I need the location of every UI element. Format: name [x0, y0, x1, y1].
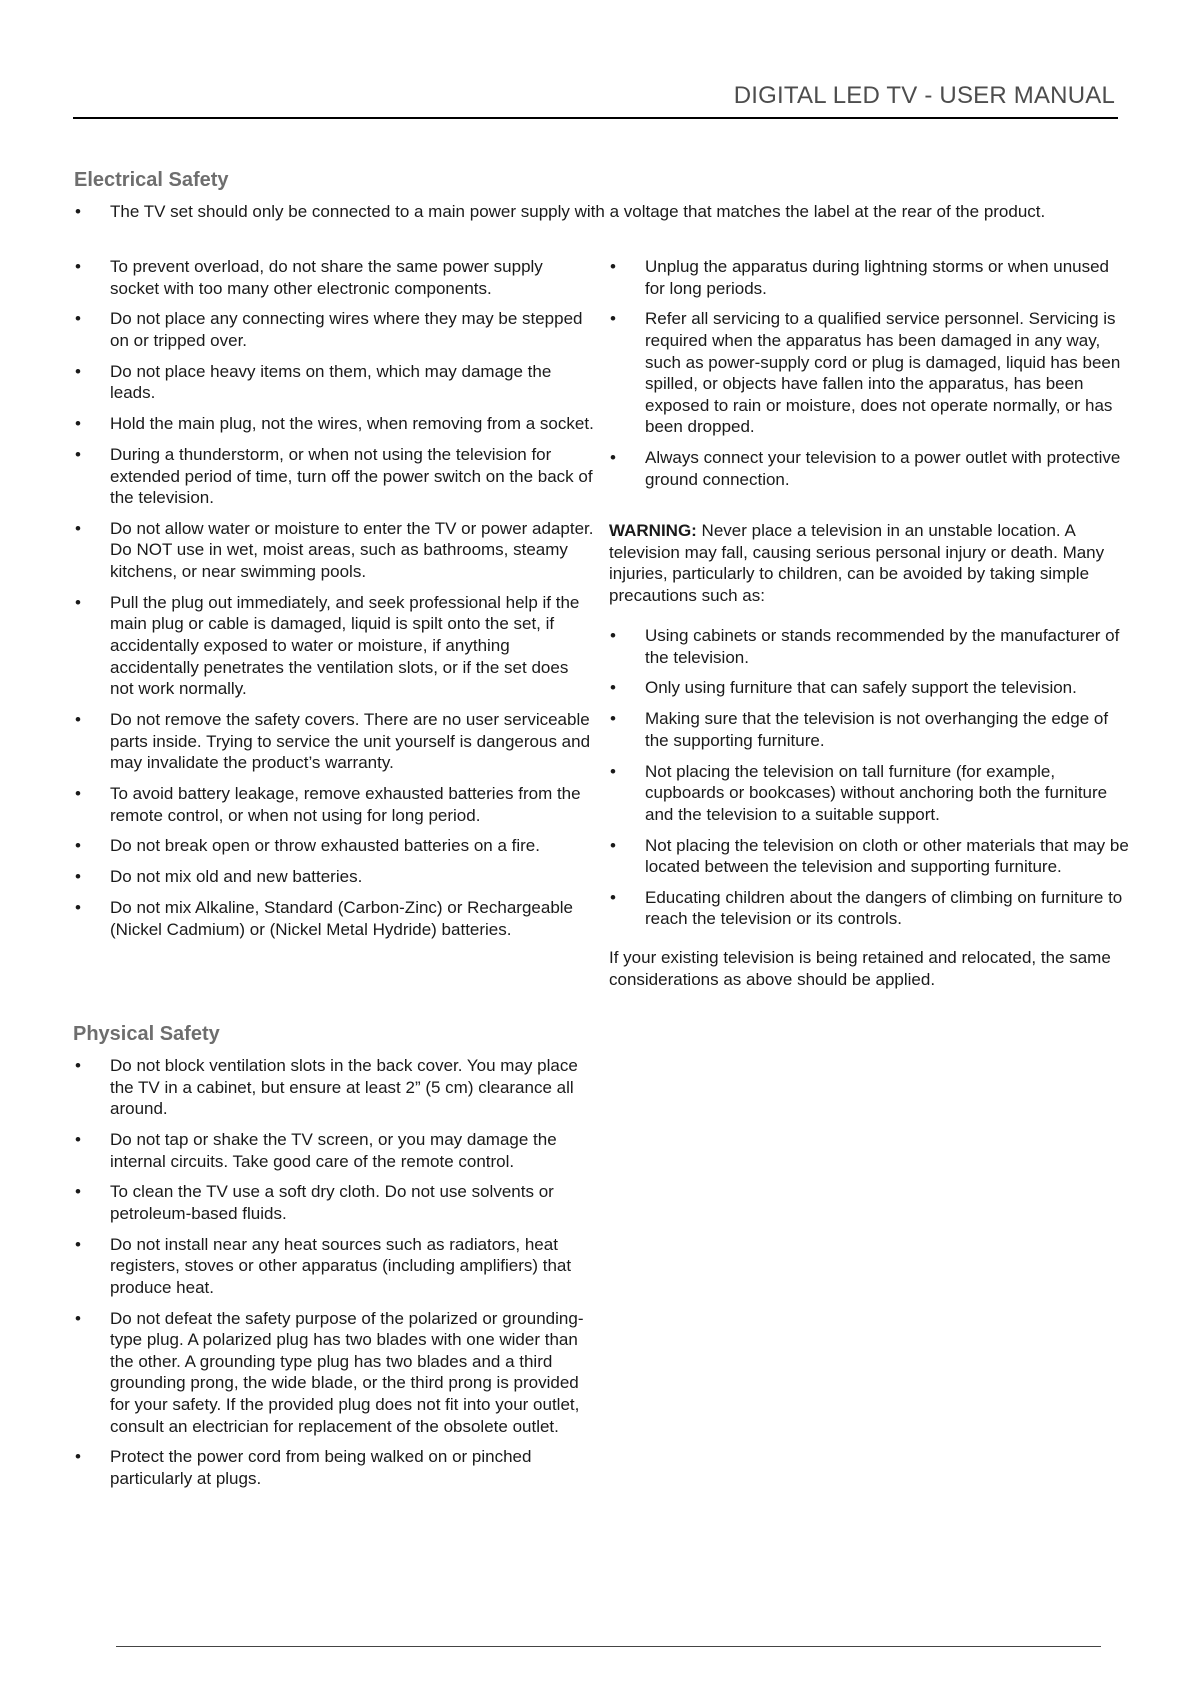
- list-item: • Always connect your television to a power outlet with protective ground connection.: [609, 447, 1129, 490]
- list-item: • Hold the main plug, not the wires, when removing from a socket.: [74, 413, 594, 435]
- list-item: • Educating children about the dangers of climbing on furniture to reach the television or its controls.: [609, 887, 1129, 930]
- warning-paragraph: [609, 520, 1129, 606]
- list-item: • Protect the power cord from being walked on or pinched particularly at plugs.: [74, 1446, 594, 1489]
- list-item: • To prevent overload, do not share the same power supply socket with too many other electronic components.: [74, 256, 594, 299]
- list-item: • Do not mix Alkaline, Standard (Carbon-Zinc) or Rechargeable (Nickel Cadmium) or (Nickel Metal Hydride) batteries.: [74, 897, 594, 940]
- relocation-paragraph: If your existing television is being retained and relocated, the same considerations as above should be applied.: [609, 948, 1111, 989]
- list-item: • Using cabinets or stands recommended by the manufacturer of the television.: [609, 625, 1129, 668]
- list-item: • Do not allow water or moisture to enter the TV or power adapter. Do NOT use in wet, moist areas, such as bathrooms, steamy kitchens, or near swimming pools.: [74, 518, 594, 583]
- list-item: • Do not install near any heat sources such as radiators, heat registers, stoves or other apparatus (including amplifiers) that produce heat.: [74, 1234, 594, 1299]
- list-item: • To avoid battery leakage, remove exhausted batteries from the remote control, or when not using for long period.: [74, 783, 594, 826]
- list-item: • Making sure that the television is not overhanging the edge of the supporting furniture.: [609, 708, 1129, 751]
- footer-rule: [116, 1646, 1101, 1647]
- list-item: • Not placing the television on cloth or other materials that may be located between the television and supporting furniture.: [609, 835, 1129, 878]
- list-item: • The TV set should only be connected to a main power supply with a voltage that matches the label at the rear of the product.: [74, 201, 1154, 223]
- list-item: • Pull the plug out immediately, and seek professional help if the main plug or cable is damaged, liquid is spilt onto the set, if accidentally exposed to water or moisture, if anything accidentally penetrates the ventilation slots, or if the set does not work normally.: [74, 592, 594, 700]
- list-item: • Only using furniture that can safely support the television.: [609, 677, 1129, 699]
- electrical-left-list: [74, 256, 594, 949]
- list-item: • Not placing the television on tall furniture (for example, cupboards or bookcases) without anchoring both the furniture and the television to a suitable support.: [609, 761, 1129, 826]
- warning-text: Never place a television in an unstable location. A television may fall, causing serious personal injury or death. Many injuries, particularly to children, can be avoided by taking simple precautions such as:: [609, 521, 1105, 605]
- warning-label: WARNING:: [609, 521, 697, 540]
- list-item: • Do not defeat the safety purpose of the polarized or grounding-type plug. A polarized plug has two blades with one wider than the other. A grounding type plug has two blades and a third grounding prong, the wide blade, or the third prong is provided for your safety. If the provided plug does not fit into your outlet, consult an electrician for replacement of the obsolete outlet.: [74, 1308, 594, 1438]
- list-item: • Do not break open or throw exhausted batteries on a fire.: [74, 835, 594, 857]
- list-item: • During a thunderstorm, or when not using the television for extended period of time, turn off the power switch on the back of the television.: [74, 444, 594, 509]
- list-item: • Unplug the apparatus during lightning storms or when unused for long periods.: [609, 256, 1129, 299]
- header-rule: [73, 117, 1118, 119]
- physical-list: [74, 1055, 594, 1499]
- list-item: • Do not remove the safety covers. There are no user serviceable parts inside. Trying to service the unit yourself is dangerous and may invalidate the product’s warranty.: [74, 709, 594, 774]
- list-item: • Do not place any connecting wires where they may be stepped on or tripped over.: [74, 308, 594, 351]
- list-item: • Refer all servicing to a qualified service personnel. Servicing is required when the apparatus has been damaged in any way, such as power-supply cord or plug is damaged, liquid has been spilled, or objects have fallen into the apparatus, has been exposed to rain or moisture, does not operate normally, or has been dropped.: [609, 308, 1129, 438]
- list-item: • Do not tap or shake the TV screen, or you may damage the internal circuits. Take good care of the remote control.: [74, 1129, 594, 1172]
- list-item: • Do not block ventilation slots in the back cover. You may place the TV in a cabinet, but ensure at least 2” (5 cm) clearance all around.: [74, 1055, 594, 1120]
- physical-safety-heading: Physical Safety: [73, 1023, 220, 1045]
- electrical-intro-list: [74, 201, 1154, 223]
- precautions-list: [609, 625, 1129, 930]
- electrical-right-list: [609, 256, 1129, 500]
- document-title: DIGITAL LED TV - USER MANUAL: [733, 82, 1115, 109]
- list-item: • Do not mix old and new batteries.: [74, 866, 594, 888]
- list-item: • Do not place heavy items on them, which may damage the leads.: [74, 361, 594, 404]
- electrical-safety-heading: Electrical Safety: [74, 169, 229, 191]
- list-item: • To clean the TV use a soft dry cloth. Do not use solvents or petroleum-based fluids.: [74, 1181, 594, 1224]
